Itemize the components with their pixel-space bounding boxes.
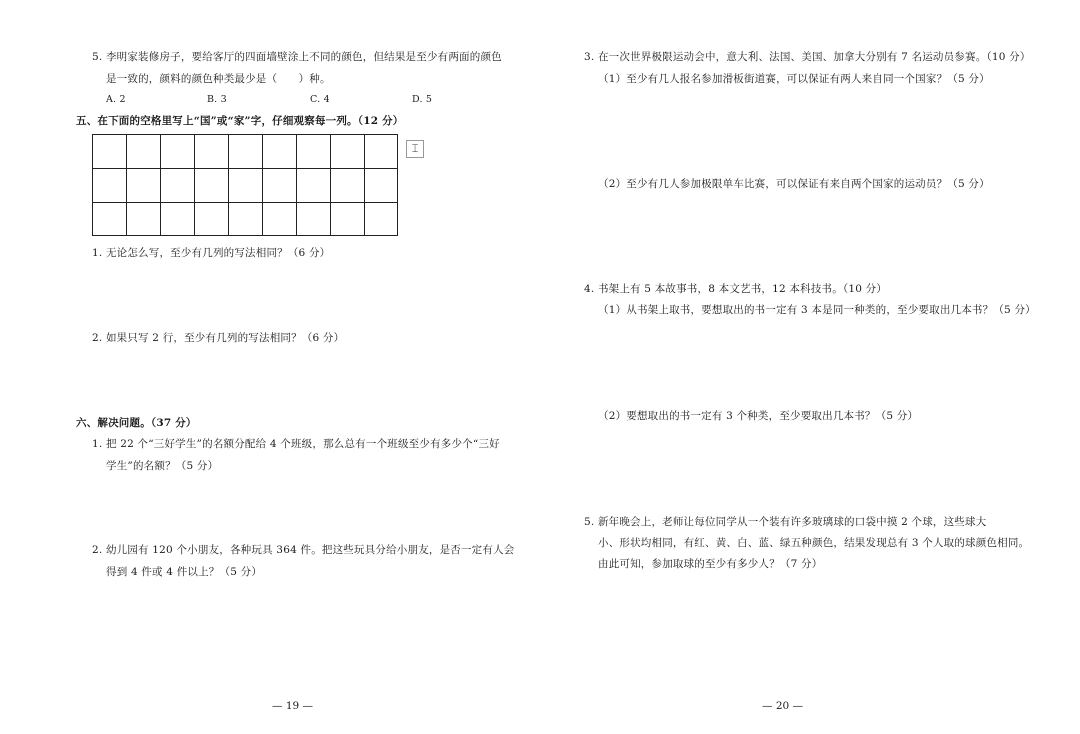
section-6-question-1-line-1: 1. 把 22 个“三好学生”的名额分配给 4 个班级，那么总有一个班级至少有多少个“三好	[92, 438, 500, 450]
qr-scan-icon: ⌶	[406, 140, 424, 158]
section-6-question-2-line-2: 得到 4 件或 4 件以上？（5 分）	[106, 566, 263, 578]
question-5-line-2-right: 小、形状均相同，有红、黄、白、蓝、绿五种颜色，结果发现总有 3 个人取的球颜色相同。	[598, 537, 1030, 549]
question-3-sub-2: （2）至少有几人参加极限单车比赛，可以保证有来自两个国家的运动员？（5 分）	[598, 178, 990, 190]
right-page	[540, 0, 1080, 734]
section-5-question-2: 2. 如果只写 2 行，至少有几列的写法相同？（6 分）	[92, 332, 345, 344]
section-6-question-2-line-1: 2. 幼儿园有 120 个小朋友，各种玩具 364 件。把这些玩具分给小朋友，是否一定有人会	[92, 544, 515, 556]
section-6-title: 六、解决问题。（37 分）	[76, 417, 197, 429]
section-5-title: 五、在下面的空格里写上“国”或“家”字，仔细观察每一列。（12 分）	[76, 115, 404, 127]
page-number-left: — 19 —	[272, 700, 314, 712]
question-4-sub-1: （1）从书架上取书，要想取出的书一定有 3 本是同一种类的，至少要取出几本书？（5 分）	[598, 304, 1036, 316]
option-d: D. 5	[412, 94, 433, 105]
question-5-line-1-right: 5. 新年晚会上，老师让每位同学从一个装有许多玻璃球的口袋中摸 2 个球，这些球大	[584, 516, 987, 528]
question-3-line-1: 3. 在一次世界极限运动会中，意大利、法国、美国、加拿大分别有 7 名运动员参赛。（10 分）	[584, 51, 1031, 63]
question-4-line-1: 4. 书架上有 5 本故事书，8 本文艺书，12 本科技书。（10 分）	[584, 283, 888, 295]
question-4-sub-2: （2）要想取出的书一定有 3 个种类，至少要取出几本书？（5 分）	[598, 410, 919, 422]
option-c: C. 4	[310, 94, 330, 105]
section-6-question-1-line-2: 学生”的名额？（5 分）	[106, 460, 219, 472]
section-5-question-1: 1. 无论怎么写，至少有几列的写法相同？（6 分）	[92, 247, 331, 259]
question-5-line-2: 是一致的，颜料的颜色种类最少是（ ）种。	[106, 73, 331, 85]
option-a: A. 2	[106, 94, 126, 105]
question-5-line-1: 5. 李明家装修房子，要给客厅的四面墙壁涂上不同的颜色，但结果是至少有两面的颜色	[92, 51, 502, 63]
writing-grid	[92, 134, 398, 236]
option-b: B. 3	[207, 94, 227, 105]
page-number-right: — 20 —	[762, 700, 804, 712]
question-3-sub-1: （1）至少有几人报名参加滑板街道赛，可以保证有两人来自同一个国家？（5 分）	[598, 73, 990, 85]
question-5-line-3-right: 由此可知，参加取球的至少有多少人？（7 分）	[598, 558, 823, 570]
